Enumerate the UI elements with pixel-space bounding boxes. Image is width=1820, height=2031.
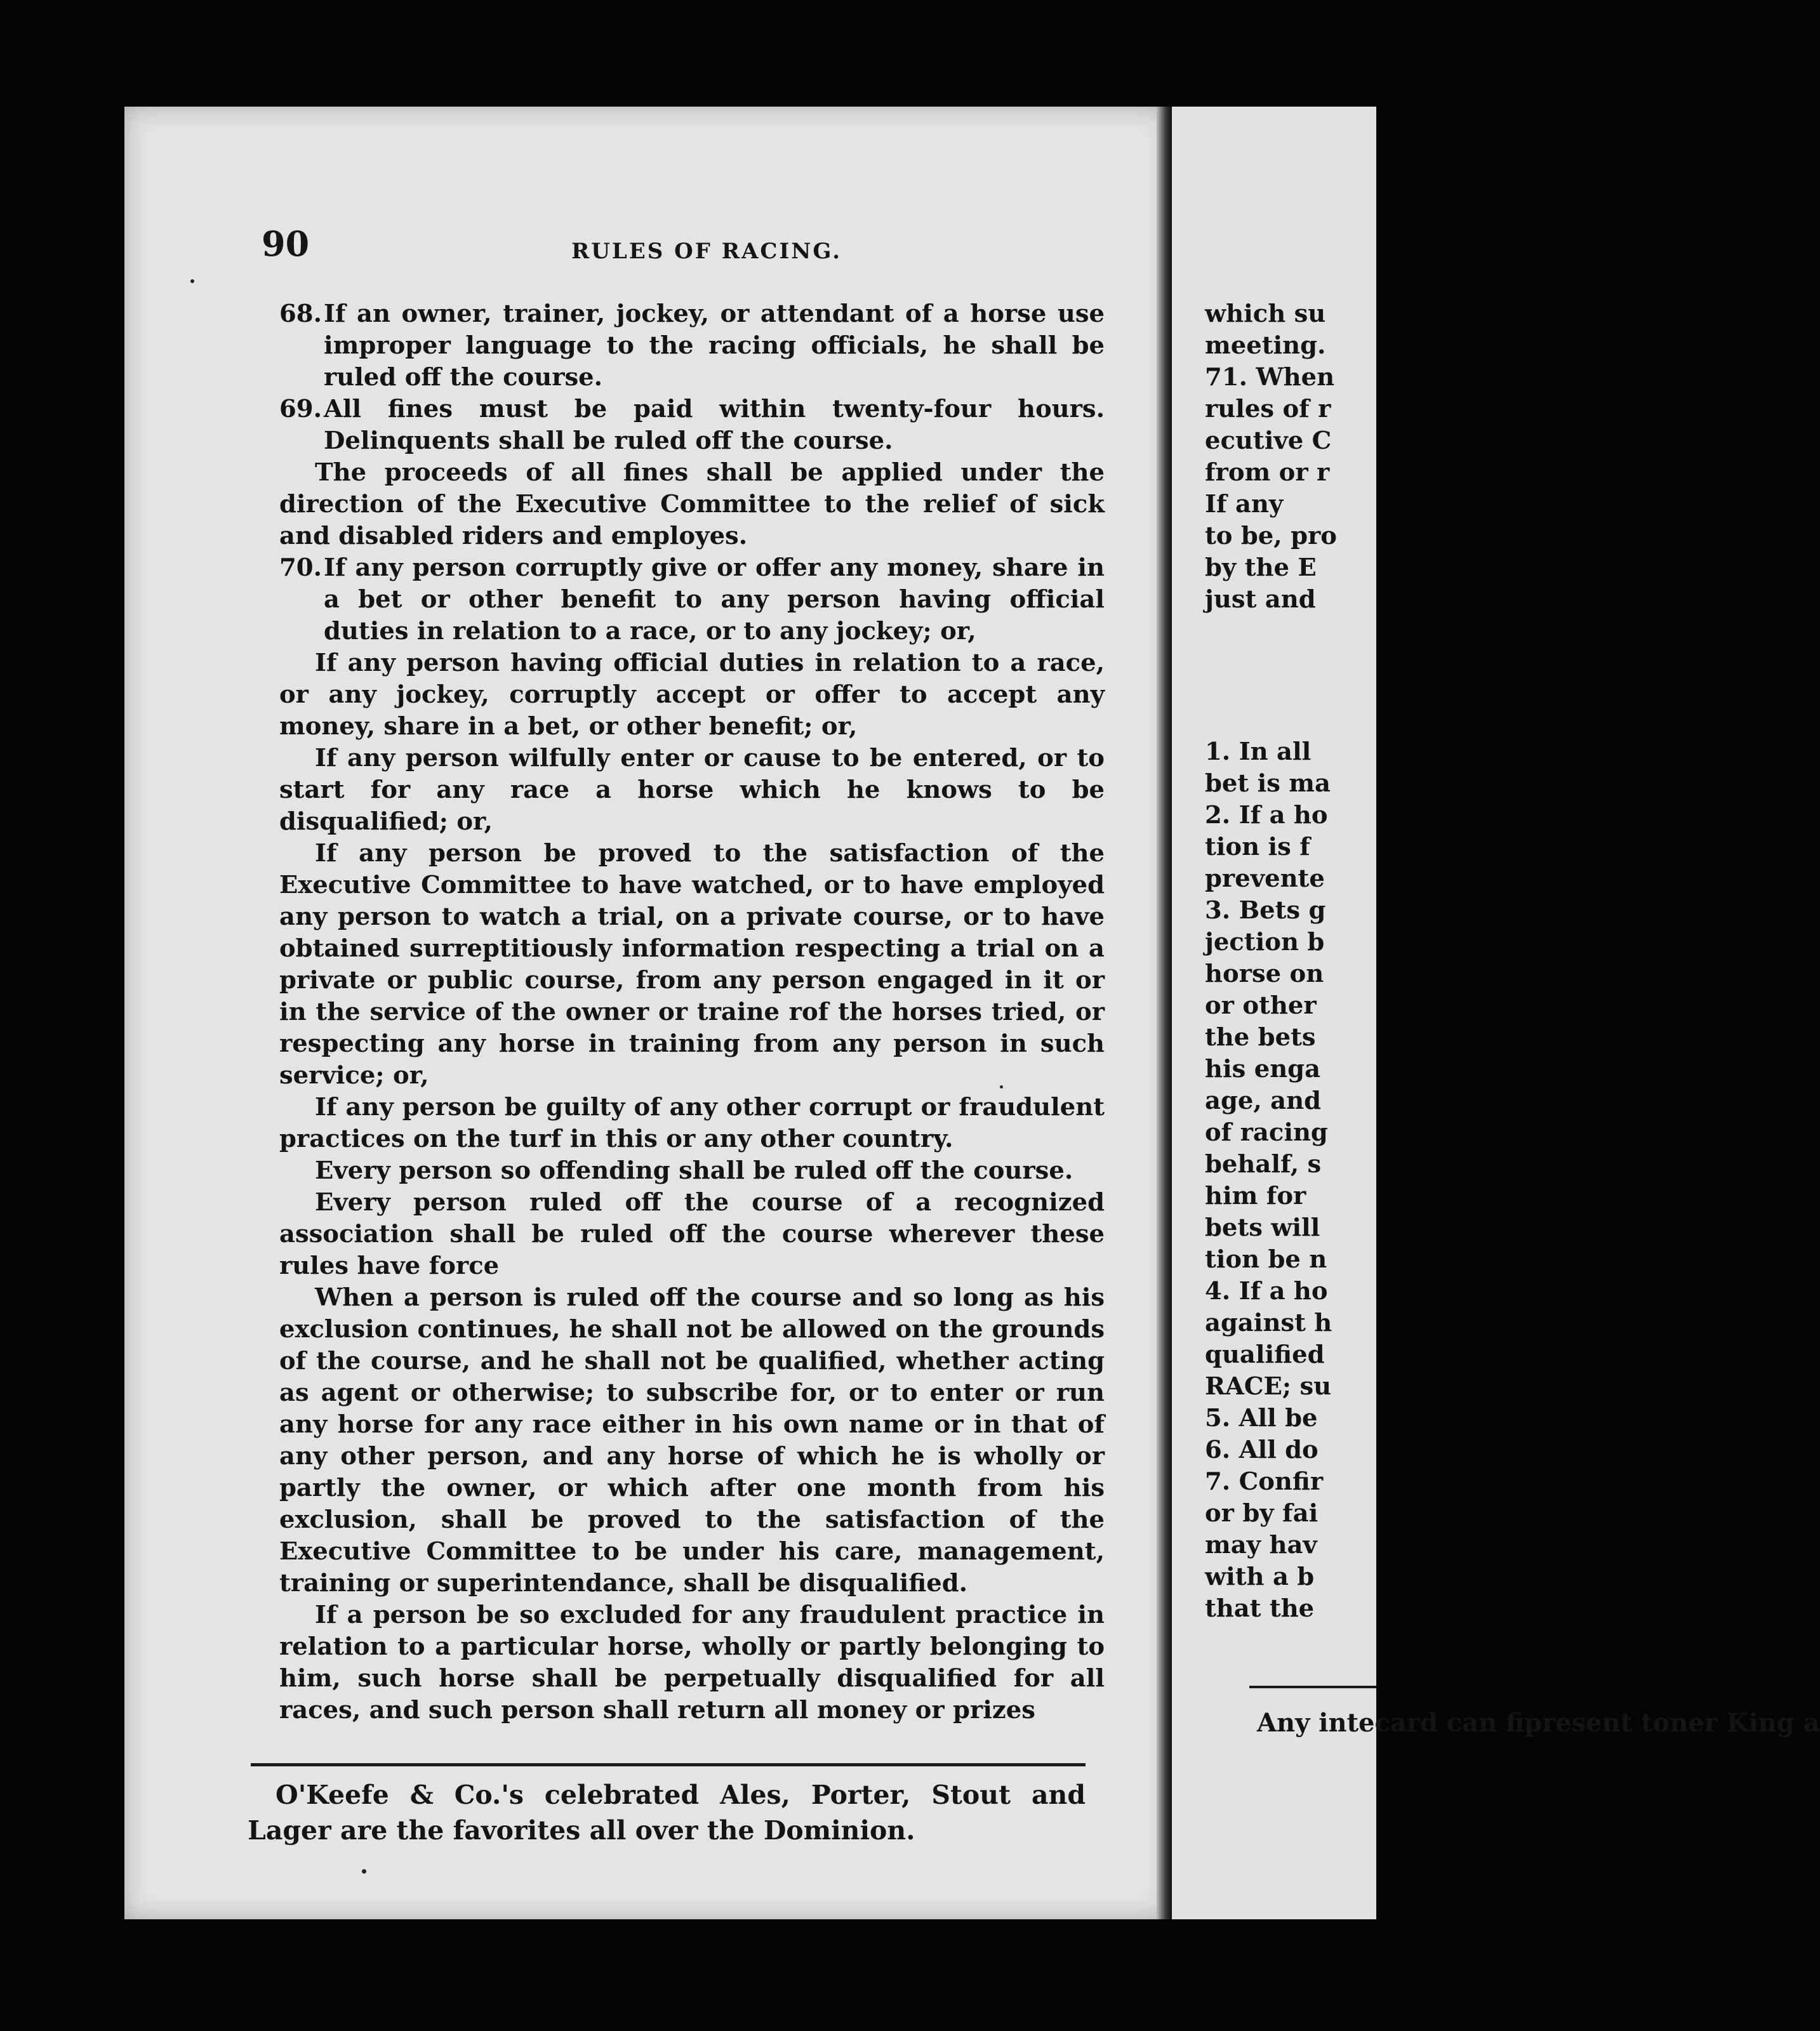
right-column-line: from or r	[1205, 458, 1330, 487]
rule-69	[279, 394, 1105, 457]
paragraph: If any person wilfully enter or cause to be entered, or to start for any race a horse which he knows to be disqualified; or,	[279, 744, 1105, 836]
right-column-line: just and	[1205, 585, 1316, 614]
right-column-line: bet is ma	[1205, 769, 1331, 798]
right-column-line: jection b	[1205, 928, 1325, 956]
running-head: RULES OF RACING.	[571, 239, 842, 264]
left-text-column	[279, 298, 1105, 1726]
paragraph: If any person be guilty of any other corrupt or fraudulent practices on the turf in this or any other country.	[279, 1093, 1105, 1153]
right-column-line: 71. When	[1205, 363, 1335, 392]
paragraph: If a person be so excluded for any fraudulent practice in relation to a particular horse, wholly or partly belonging to him, such horse shall be perpetually disqualified for all races, and such person shall return all money or prizes	[279, 1601, 1105, 1724]
right-column-line: RACE; su	[1205, 1372, 1332, 1401]
paragraph: The proceeds of all fines shall be applied under the direction of the Executive Committee to the relief of sick and disabled riders and employes.	[279, 458, 1105, 550]
right-column-line: with a b	[1205, 1563, 1315, 1591]
paragraph: When a person is ruled off the course and so long as his exclusion continues, he shall not be allowed on the grounds of the course, and he shall not be qualified, whether acting as agent or otherwise; to subscribe for, or to enter or run any horse for any race either in his own name or in that of any other person, and any horse of which he is wholly or partly the owner, or which after one month from his exclusion, shall be proved to the satisfaction of the Executive Committee to be under his care, management, training or superintendance, shall be disqualified.	[279, 1283, 1105, 1598]
page-number: 90	[262, 223, 310, 264]
paragraph: If any person be proved to the satisfaction of the Executive Committee to have watched, or to have employed any person to watch a trial, on a private course, or to have obtained surreptitiously information respecting a trial on a private or public course, from any person engaged in it or in the service of the owner or traine rof the horses tried, or respecting any horse in training from any person in such service; or,	[279, 839, 1105, 1090]
right-top-block	[1205, 298, 1408, 616]
book-gutter	[1157, 107, 1172, 1919]
rule-70	[279, 552, 1105, 647]
rule-number: 70.	[279, 553, 322, 582]
right-column-line: Any inte	[1257, 1708, 1375, 1738]
right-column-line: by the E	[1205, 553, 1317, 582]
right-column-line: which su	[1205, 300, 1326, 328]
right-column-line: prevente	[1205, 864, 1325, 893]
right-column-line: ner King a	[1670, 1708, 1820, 1738]
right-column-line: to be, pro	[1205, 522, 1337, 550]
right-column-line: 6. All do	[1205, 1436, 1319, 1464]
right-column-line: card can fi	[1374, 1708, 1525, 1738]
right-column-line: rules of r	[1205, 395, 1331, 423]
footer-divider	[251, 1763, 1086, 1766]
right-column-line: tion be n	[1205, 1245, 1327, 1274]
rule-68	[279, 298, 1105, 394]
right-column-line: 1. In all	[1205, 738, 1312, 766]
right-column-line: tion is f	[1205, 833, 1310, 861]
right-text-column	[1205, 298, 1408, 1625]
right-column-line: behalf, s	[1205, 1150, 1322, 1179]
right-column-line: qualified	[1205, 1340, 1325, 1369]
right-column-line: present to	[1524, 1708, 1670, 1738]
right-column-line: 2. If a ho	[1205, 801, 1328, 830]
right-column-line: 3. Bets g	[1205, 896, 1326, 925]
right-column-line: or other	[1205, 991, 1317, 1020]
paragraph: If any person having official duties in relation to a race, or any jockey, corruptly accept or offer to accept any money, share in a bet, or other benefit; or,	[279, 649, 1105, 741]
right-column-line: If any	[1205, 490, 1284, 519]
right-column-line: his enga	[1205, 1055, 1321, 1083]
right-footer-divider	[1249, 1686, 1376, 1688]
right-spacer	[1205, 616, 1408, 736]
right-column-line: may hav	[1205, 1531, 1317, 1559]
right-column-line: horse on	[1205, 960, 1324, 988]
rule-number: 68.	[279, 300, 322, 328]
right-column-line: or by fai	[1205, 1499, 1319, 1528]
right-column-line: bets will	[1205, 1214, 1320, 1242]
paper-speck	[1000, 1085, 1003, 1088]
footer-advertisement: O'Keefe & Co.'s celebrated Ales, Porter, Stout and Lager are the favorites all over the Dominion.	[248, 1780, 1086, 1846]
rule-number: 69.	[279, 395, 322, 423]
right-column-line: him for	[1205, 1182, 1306, 1210]
rule-text: If any person corruptly give or offer any money, share in a bet or other benefit to any person having official duties in relation to a race, or to any jockey; or,	[324, 553, 1105, 645]
paper-speck	[190, 279, 194, 283]
right-bottom-block	[1205, 736, 1408, 1625]
right-column-line: 5. All be	[1205, 1404, 1318, 1432]
right-column-line: the bets	[1205, 1023, 1316, 1052]
right-column-line: 4. If a ho	[1205, 1277, 1328, 1306]
right-column-line: that the	[1205, 1594, 1315, 1623]
paragraph: Every person so offending shall be ruled off the course.	[315, 1156, 1073, 1185]
paragraph: Every person ruled off the course of a recognized association shall be ruled off the course wherever these rules have force	[279, 1188, 1105, 1280]
right-column-line: age, and	[1205, 1087, 1322, 1115]
rule-text: All fines must be paid within twenty-four hours. Delinquents shall be ruled off the course.	[324, 395, 1105, 455]
right-column-line: ecutive C	[1205, 427, 1332, 455]
right-column-line: against h	[1205, 1309, 1332, 1337]
right-column-line: of racing	[1205, 1118, 1328, 1147]
right-column-line: 7. Confir	[1205, 1467, 1324, 1496]
right-footer-text	[1257, 1707, 1820, 1739]
rule-text: If an owner, trainer, jockey, or attendant of a horse use improper language to the racing officials, he shall be ruled off the course.	[324, 300, 1105, 392]
paper-speck	[362, 1869, 366, 1874]
right-column-line: meeting.	[1205, 331, 1326, 360]
